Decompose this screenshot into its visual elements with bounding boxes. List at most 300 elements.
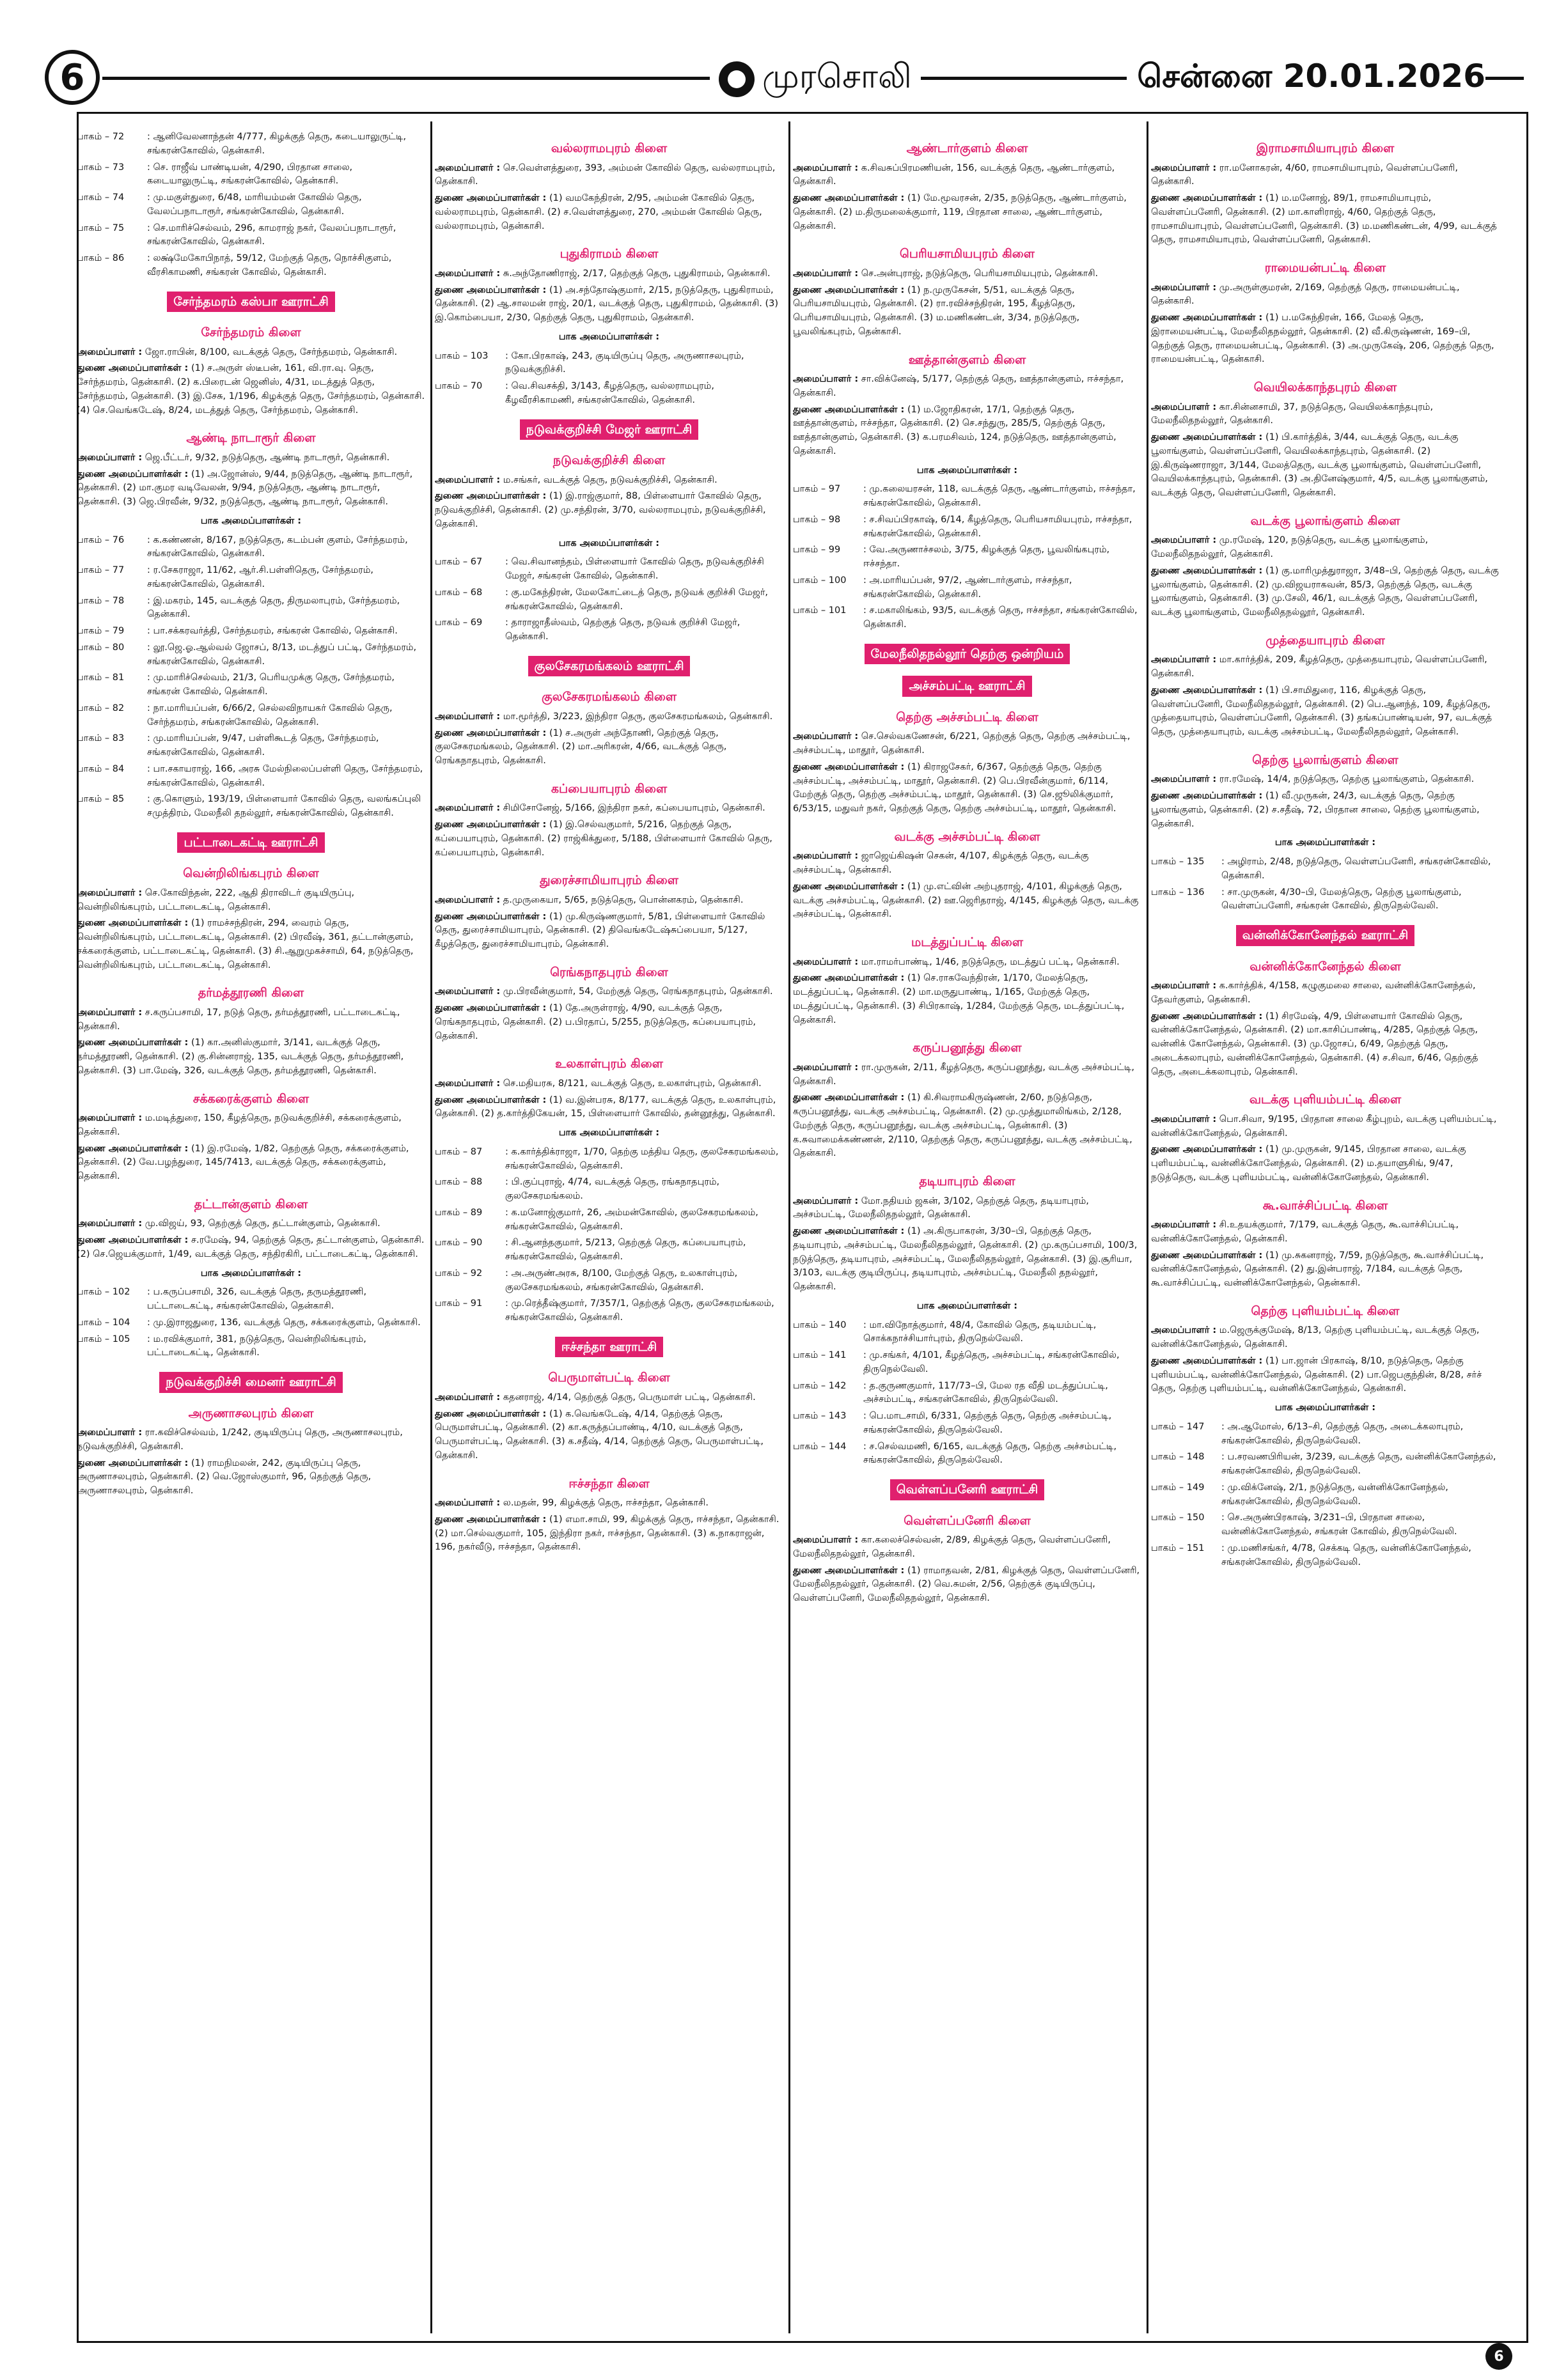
booth-number: பாகம் – 75 bbox=[77, 222, 125, 233]
role-label: அமைப்பாளர் : bbox=[1151, 1325, 1217, 1336]
branch-heading: மடத்துப்பட்டி கிளை bbox=[911, 935, 1024, 949]
role-label: அமைப்பாளர் : bbox=[77, 1427, 143, 1438]
booth-number: பாகம் – 88 bbox=[435, 1177, 483, 1188]
booth-number: பாகம் – 140 bbox=[793, 1319, 847, 1330]
entry-text: (1) மே.மூவரசன், 2/35, நடுத்தெரு, ஆண்டார்குளம், தென்காசி. (2) ம.திருமலைக்குமார், 119, பிரதான சாலை, ஆண்டார்குளம், தென்காசி. bbox=[793, 193, 1127, 231]
office-bearer-entry bbox=[793, 1091, 1141, 1161]
office-bearer-entry bbox=[1151, 564, 1500, 620]
branch-heading: தெற்கு அச்சம்பட்டி கிளை bbox=[896, 710, 1038, 724]
role-label: அமைப்பாளர் : bbox=[435, 1498, 501, 1508]
office-bearer-entry bbox=[435, 192, 783, 233]
branch-heading: தெற்கு பூலாங்குளம் கிளை bbox=[1252, 752, 1398, 767]
office-bearer-entry bbox=[793, 162, 1141, 190]
office-bearer-entry bbox=[77, 451, 425, 465]
booth-organiser: : அ.ஆமோஸ், 6/13–சி, தெற்குத் தெரு, அடைக்கலாபுரம், சங்கரன்கோவில், திருநெல்வேலி. bbox=[1221, 1421, 1464, 1446]
office-bearer-entry bbox=[1151, 1324, 1500, 1352]
role-label: அமைப்பாளர் : bbox=[77, 1218, 143, 1229]
branch-heading: குலசேகரமங்கலம் கிளை bbox=[542, 690, 677, 704]
booth-organiser: : வெ.சிவானந்தம், பிள்ளையார் கோவில் தெரு, நடுவக்குறிச்சி மேஜர், சங்கரன் கோவில், தென்காசி. bbox=[505, 557, 764, 581]
entry-text: செ.செல்வகணேசன், 6/221, தெற்குத் தெரு, தெற்கு அச்சம்பட்டி, அச்சம்பட்டி, மாதூர், தென்காசி. bbox=[793, 731, 1131, 756]
entry-text: ஜாஜெய்கிஷன் செகன், 4/107, கிழக்குத் தெரு, வடக்கு அச்சம்பட்டி, தென்காசி. bbox=[793, 851, 1089, 875]
office-bearer-entry bbox=[1151, 401, 1500, 429]
booth-number: பாகம் – 76 bbox=[77, 534, 125, 545]
office-bearer-entry bbox=[1151, 1010, 1500, 1080]
booth-organiser: : செ.அருண்பிரகாஷ், 3/231–பி, பிரதான சாலை, வன்னிக்கோனேந்தல், சங்கரன் கோவில், திருநெல்வேலி. bbox=[1221, 1513, 1457, 1537]
booth-entry bbox=[77, 1333, 425, 1361]
office-bearer-entry bbox=[77, 887, 425, 915]
office-bearer-entry bbox=[435, 818, 783, 860]
booth-organiser: : சி.ஆனந்தகுமார், 5/213, தெற்குத் தெரு, கப்பையாபுரம், சங்கரன்கோவில், தென்காசி. bbox=[505, 1238, 746, 1262]
entry-text: (1) பி.கார்த்திக், 3/44, வடக்குத் தெரு, வடக்கு பூலாங்குளம், வெள்ளப்பனேரி, வெயிலக்காந்தபுரம், தென்காசி. (2) இ.கிருஷ்ணராஜா, 3/144, மேலத்தெரு, வடக்கு பூலாங்குளம், வெள்ளப்பனேரி, வெயிலக்காந்தபுரம், தென்காசி. (3) அ.தினேஷ்குமார், 4/5, வடக்கு பூலாங்குளம், வடக்குத் தெரு, வெள்ளப்பனேரி, தென்காசி. bbox=[1151, 432, 1488, 498]
booth-entry bbox=[435, 1176, 783, 1204]
booth-entry bbox=[793, 513, 1141, 541]
branch-heading: புதுகிராமம் கிளை bbox=[560, 247, 659, 261]
branch-heading: வெள்ளப்பனேரி கிளை bbox=[904, 1513, 1031, 1528]
office-bearer-entry bbox=[77, 1426, 425, 1454]
entry-text: ச.கருப்பசாமி, 17, நடுத் தெரு, தர்மத்தூரணி, பட்டாடைகட்டி, தென்காசி. bbox=[77, 1007, 400, 1032]
booth-number: பாகம் – 101 bbox=[793, 605, 847, 616]
branch-heading: பெருமாள்பட்டி கிளை bbox=[548, 1371, 670, 1385]
booth-number: பாகம் – 141 bbox=[793, 1350, 847, 1360]
booth-entry bbox=[77, 793, 425, 821]
office-bearer-entry bbox=[793, 1061, 1141, 1089]
office-bearer-entry bbox=[1151, 162, 1500, 190]
booth-entry bbox=[793, 604, 1141, 632]
entry-text: (1) அ.ஜோன்ஸ், 9/44, நடுத்தெரு, ஆண்டி நாடாரூர், தென்காசி. (2) மா.குமர வடிவேலன், 9/94, நடுத்தெரு, ஆண்டி நாடாரூர், தென்காசி. (3) ஜெ.பிரவீன், 9/32, நடுத்தெரு, ஆண்டி நாடாரூர், தென்காசி. bbox=[77, 469, 413, 507]
booth-organiser: : அ.அருண்அரசு, 8/100, மேற்குத் தெரு, உலகாள்புரம், குலசேகரமங்கலம், சங்கரன்கோவில், தென்காசி. bbox=[505, 1268, 738, 1293]
entry-text: (1) ச.அருள் அந்தோணி, தெற்குத் தெரு, குலசேகரமங்கலம், தென்காசி. (2) மா.அரிகரன், 4/66, வடக்குத் தெரு, ரெங்கநாதபுரம், தென்காசி. bbox=[435, 727, 727, 766]
booth-number: பாகம் – 144 bbox=[793, 1441, 847, 1452]
booth-organiser: : இ.மகரம், 145, வடக்குத் தெரு, திருமலாபுரம், சேர்ந்தமரம், தென்காசி. bbox=[147, 595, 400, 620]
role-label: அமைப்பாளர் : bbox=[1151, 282, 1217, 293]
booth-organiser: : மு.கலையரசன், 118, வடக்குத் தெரு, ஆண்டார்குளம், ஈச்சந்தா, சங்கரன்கோவில், தென்காசி. bbox=[863, 484, 1136, 508]
entry-text: (1) ம.ஜோதிகரன், 17/1, தெற்குத் தெரு, ஊத்தான்குளம், ஈச்சந்தா, தென்காசி. (2) செ.சந்துரு, 285/5, தெற்குத் தெரு, ஊத்தான்குளம், தென்காசி. (3) க.பரமசிவம், 124, நடுத்தெரு, ஊத்தான்குளம், தென்காசி. bbox=[793, 404, 1116, 456]
role-label: துணை அமைப்பாளர்கள் : bbox=[1151, 1011, 1263, 1022]
entry-text: கா.சின்னசாமி, 37, நடுத்தெரு, வெயிலக்காந்தபுரம், மேலநீலிதநல்லூர், தென்காசி. bbox=[1151, 401, 1434, 426]
office-bearer-entry bbox=[435, 1094, 783, 1122]
entry-text: (1) ராமச்சந்திரன், 294, வைரம் தெரு, வென்றிலிங்கபுரம், பட்டாடைகட்டி, தென்காசி. (2) பிரவீஷ், 361, தட்டான்குளம், சக்கரைக்குளம், பட்டாடைகட்டி, தென்காசி. (3) சி.ஆறுமுகச்சாமி, 64, நடுத்தெரு, வென்றிலிங்கபுரம், பட்டாடைகட்டி, தென்காசி. bbox=[77, 918, 414, 970]
booth-organiser: : நா.மாரியப்பன், 6/66/2, செல்லவிநாயகர் கோவில் தெரு, சேர்ந்தமரம், சங்கரன்கோவில், தென்காசி. bbox=[147, 703, 393, 727]
office-bearer-entry bbox=[435, 910, 783, 952]
booth-number: பாகம் – 80 bbox=[77, 642, 125, 653]
entry-text: (1) பா.ஜான் பிரகாஷ், 8/10, நடுத்தெரு, தெற்கு புளியம்பட்டி, வன்னிக்கோனேந்தல், தென்காசி. (2) பா.ஜெபகுந்தின், 8/28, சர்ச் தெரு, தெற்கு புளியம்பட்டி, வன்னிக்கோனேந்தல், தென்காசி. bbox=[1151, 1355, 1482, 1394]
section-subheading: பாக அமைப்பாளர்கள் : bbox=[558, 1128, 660, 1138]
entry-text: (1) க.வெங்கடேஷ், 4/14, தெற்குத் தெரு, பெருமாள்பட்டி, தென்காசி. (2) கா.கருத்தப்பாண்டி, 4/10, வடக்குத் தெரு, பெருமாள்பட்டி, தென்காசி. (3) க.சதீஷ், 4/14, தெற்குத் தெரு, பெருமாள்பட்டி, தென்காசி. bbox=[435, 1408, 764, 1461]
entry-text: (1) மு.சுகனராஜ், 7/59, நடுத்தெரு, கூ.வாச்சிப்பட்டி, வன்னிக்கோனேந்தல், தென்காசி. (2) து.இன்பராஜ், 7/184, வடக்குத் தெரு, கூ.வாச்சிப்பட்டி, வன்னிக்கோனேந்தல், தென்காசி. bbox=[1151, 1250, 1484, 1288]
booth-organiser: : வெ.சிவசக்தி, 3/143, கீழத்தெரு, வல்லராமபுரம், கீழவீரசிகாமணி, சங்கரன்கோவில், தென்காசி. bbox=[505, 381, 714, 405]
column-2 bbox=[435, 128, 783, 2333]
booth-organiser: : மு.விக்னேஷ், 2/1, நடுத்தெரு, வன்னிக்கோனேந்தல், சங்கரன்கோவில், திருநெல்வேலி. bbox=[1221, 1482, 1448, 1507]
booth-number: பாகம் – 86 bbox=[77, 253, 125, 263]
booth-entry bbox=[435, 1206, 783, 1234]
booth-organiser: : ம.ரவிக்குமார், 381, நடுத்தெரு, வென்றிலிங்கபுரம், பட்டாடைகட்டி, தென்காசி. bbox=[147, 1334, 366, 1358]
role-label: அமைப்பாளர் : bbox=[793, 1195, 859, 1206]
booth-number: பாகம் – 98 bbox=[793, 514, 841, 525]
branch-heading: பெரியசாமியபுரம் கிளை bbox=[900, 247, 1035, 261]
booth-entry bbox=[435, 1267, 783, 1295]
booth-organiser: : மு.மாரிச்செல்வம், 21/3, பெரியமுக்கு தெரு, சேர்ந்தமரம், சங்கரன் கோவில், தென்காசி. bbox=[147, 673, 395, 697]
branch-heading: வடக்கு அச்சம்பட்டி கிளை bbox=[894, 829, 1040, 844]
booth-number: பாகம் – 90 bbox=[435, 1238, 483, 1248]
office-bearer-entry bbox=[435, 1408, 783, 1463]
role-label: துணை அமைப்பாளர்கள் : bbox=[1151, 565, 1263, 576]
booth-number: பாகம் – 78 bbox=[77, 595, 125, 606]
role-label: துணை அமைப்பாளர்கள் : bbox=[1151, 1144, 1263, 1155]
booth-organiser: : கு.கொளும், 193/19, பிள்ளையார் கோவில் தெரு, வலங்கப்புலி சமுத்திரம், மேலநீலி தநல்லூர், சங்கரன்கோவில், தென்காசி. bbox=[147, 794, 421, 818]
entry-text: பொ.சிவா, 9/195, பிரதான சாலை கீழ்புறம், வடக்கு புளியம்பட்டி, வன்னிக்கோனேந்தல், தென்காசி. bbox=[1151, 1114, 1497, 1139]
panchayat-band: குலசேகரமங்கலம் ஊராட்சி bbox=[528, 656, 691, 677]
entry-text: செ.மதியரசு, 8/121, வடக்குத் தெரு, உலகாள்புரம், தென்காசி. bbox=[503, 1078, 762, 1089]
entry-text: (1) வமகேந்திரன், 2/95, அம்மன் கோவில் தெரு, வல்லராமபுரம், தென்காசி. (2) ச.வெள்ளத்துரை, 270, அம்மன் கோவில் தெரு, வல்லராமபுரம், தென்காசி. bbox=[435, 193, 762, 231]
office-bearer-entry bbox=[435, 802, 783, 816]
role-label: துணை அமைப்பாளர்கள் : bbox=[435, 820, 547, 830]
booth-entry bbox=[77, 671, 425, 699]
entry-text: (1) ம.மனோஜ், 89/1, ராமசாமியாபுரம், வெள்ளப்பனேரி, தென்காசி. (2) மா.காளிராஜ், 4/60, தெற்குத் தெரு, ராமசாமியாபுரம், வெள்ளப்பனேரி, தென்காசி. (3) ம.மணிகண்டன், 4/99, வடக்குத் தெரு, ராமசாமியாபுரம், வெள்ளப்பனேரி, தென்காசி. bbox=[1151, 193, 1497, 245]
entry-text: (1) மு.எட்வின் அற்புதராஜ், 4/101, கிழக்குத் தெரு, வடக்கு அச்சம்பட்டி, தென்காசி. (2) ஊ.ஜெரிதராஜ், 4/145, கிழக்குத் தெரு, வடக்கு அச்சம்பட்டி, தென்காசி. bbox=[793, 881, 1139, 920]
section-subheading: பாக அமைப்பாளர்கள் : bbox=[200, 515, 302, 526]
entry-text: (1) செ.ராகவேந்திரன், 1/170, மேலத்தெரு, மடத்துப்பட்டி, தென்காசி. (2) மா.மருதுபாண்டி, 1/165, மேற்குத் தெரு, மடத்துப்பட்டி, தென்காசி. (3) சிபிரகாஷ், 1/284, மேற்குத் தெரு, மடத்துப்பட்டி, தென்காசி. bbox=[793, 973, 1125, 1025]
panchayat-band: பட்டாடைகட்டி ஊராட்சி bbox=[177, 832, 324, 853]
booth-number: பாகம் – 142 bbox=[793, 1380, 847, 1391]
entry-text: (1) இ.ராஜ்குமார், 88, பிள்ளையார் கோவில் தெரு, நடுவக்குறிச்சி, தென்காசி. (2) மு.சந்திரன், 3/70, வல்லராமபுரம், நடுவக்குறிச்சி, தென்காசி. bbox=[435, 491, 766, 529]
booth-organiser: : வே.அருணாச்சலம், 3/75, கிழக்குத் தெரு, பூவலிங்கபுரம், ஈச்சந்தா. bbox=[863, 545, 1110, 569]
entry-text: மோ.நதியம் ஜகன், 3/102, தெற்குத் தெரு, தடியாபுரம், அச்சம்பட்டி, மேலநீலிதநல்லூர், தென்காசி. bbox=[793, 1195, 1089, 1220]
booth-number: பாகம் – 69 bbox=[435, 618, 483, 628]
panchayat-band: ஈச்சந்தா ஊராட்சி bbox=[555, 1337, 663, 1358]
entry-text: (1) எமா.சாமி, 99, கிழக்குத் தெரு, ஈச்சந்தா, தென்காசி. (2) மா.செல்வகுமார், 105, இந்திரா நகர், ஈச்சந்தா, தென்காசி. (3) க.நாகராஜன், 196, நகர்வீடு, ஈச்சந்தா, தென்காசி. bbox=[435, 1514, 779, 1553]
role-label: அமைப்பாளர் : bbox=[793, 162, 859, 173]
booth-organiser: : ப.கருப்பசாமி, 326, வடக்குத் தெரு, தருமத்தூரணி, பட்டாடைகட்டி, சங்கரன்கோவில், தென்காசி. bbox=[147, 1287, 367, 1311]
section-subheading: பாக அமைப்பாளர்கள் : bbox=[916, 1300, 1018, 1311]
entry-text: சிமிசோனேஜ், 5/166, இந்திரா நகர், கப்பையாபுரம், தென்காசி. bbox=[503, 803, 765, 814]
booth-organiser: : அ.மாரியப்பன், 97/2, ஆண்டார்குளம், ஈச்சந்தா, சங்கரன்கோவில், தென்காசி. bbox=[863, 575, 1072, 600]
section-subheading: பாக அமைப்பாளர்கள் : bbox=[200, 1268, 302, 1279]
role-label: அமைப்பாளர் : bbox=[793, 851, 859, 862]
booth-organiser: : மு.மகுள்துரை, 6/48, மாரியம்மன் கோவில் தெரு, வேலப்பநாடாரூர், சங்கரன்கோவில், தென்காசி. bbox=[147, 192, 362, 217]
booth-number: பாகம் – 151 bbox=[1151, 1543, 1205, 1553]
booth-organiser: : மு.சங்கர், 4/101, கீழத்தெரு, அச்சம்பட்டி, சங்கரன்கோவில், திருநெல்வேலி. bbox=[863, 1350, 1120, 1374]
booth-number: பாகம் – 99 bbox=[793, 545, 841, 556]
office-bearer-entry bbox=[1151, 192, 1500, 247]
office-bearer-entry bbox=[1151, 1113, 1500, 1141]
branch-heading: ஊத்தான்குளம் கிளை bbox=[908, 352, 1026, 367]
entry-text: சி.உதயக்குமார், 7/179, வடக்குத் தெரு, கூ.வாச்சிப்பட்டி, வன்னிக்கோனேந்தல், தென்காசி. bbox=[1151, 1220, 1459, 1244]
page-number-badge: 6 bbox=[45, 50, 100, 105]
booth-number: பாகம் – 100 bbox=[793, 575, 847, 586]
role-label: அமைப்பாளர் : bbox=[435, 986, 501, 997]
booth-organiser: : மா.விநோத்குமார், 48/4, கோவில் தெரு, தடியம்பட்டி, சொக்கநாச்சியார்புரம், திருநெல்வேலி. bbox=[863, 1319, 1097, 1344]
booth-organiser: : லூ.ஜெ.ஓ.ஆல்வல் ஜோசப், 8/13, மடத்துப் பட்டி, சேர்ந்தமரம், சங்கரன்கோவில், தென்காசி. bbox=[147, 642, 417, 667]
office-bearer-entry bbox=[77, 917, 425, 972]
role-label: துணை அமைப்பாளர்கள் : bbox=[1151, 1355, 1263, 1366]
booth-number: பாகம் – 74 bbox=[77, 192, 125, 203]
role-label: அமைப்பாளர் : bbox=[793, 1535, 859, 1545]
role-label: அமைப்பாளர் : bbox=[1151, 1220, 1217, 1230]
entry-text: ம.மடித்துரை, 150, கீழத்தெரு, நடுவக்குறிச்சி, சக்கரைக்குளம், தென்காசி. bbox=[77, 1113, 402, 1137]
office-bearer-entry bbox=[793, 403, 1141, 459]
office-bearer-entry bbox=[435, 1497, 783, 1511]
booth-number: பாகம் – 68 bbox=[435, 587, 483, 598]
booth-entry bbox=[435, 350, 783, 378]
office-bearer-entry bbox=[435, 1002, 783, 1043]
entry-text: (1) ராமநிமலன், 242, குடியிருப்பு தெரு, அருணாசலபுரம், தென்காசி. (2) வெ.ஜோஸ்குமார், 96, தெற்குத் தெரு, அருணாசலபுரம், தென்காசி. bbox=[77, 1458, 372, 1496]
branch-heading: தர்மத்தூரணி கிளை bbox=[198, 986, 304, 1000]
branch-heading: கருப்பனூத்து கிளை bbox=[912, 1041, 1022, 1055]
booth-number: பாகம் – 79 bbox=[77, 626, 125, 636]
column-divider bbox=[788, 121, 790, 2333]
branch-heading: கூ.வாச்சிப்பட்டி கிளை bbox=[1262, 1198, 1388, 1213]
office-bearer-entry bbox=[435, 710, 783, 724]
role-label: துணை அமைப்பாளர்கள் : bbox=[793, 881, 905, 892]
booth-number: பாகம் – 72 bbox=[77, 132, 125, 142]
office-bearer-entry bbox=[793, 284, 1141, 339]
office-bearer-entry bbox=[793, 880, 1141, 922]
booth-organiser: : மு.மணிசங்கர், 4/78, செக்கடி தெரு, வன்னிக்கோனேந்தல், சங்கரன்கோவில், திருநெல்வேலி. bbox=[1221, 1543, 1471, 1567]
panchayat-band: மேலநீலிதநல்லூர் தெற்கு ஒன்றியம் bbox=[865, 644, 1070, 665]
section-subheading: பாக அமைப்பாளர்கள் : bbox=[916, 465, 1018, 476]
office-bearer-entry bbox=[435, 474, 783, 488]
section-subheading: பாக அமைப்பாளர்கள் : bbox=[1274, 837, 1376, 848]
branch-heading: வடக்கு பூலாங்குளம் கிளை bbox=[1250, 513, 1400, 528]
office-bearer-entry bbox=[793, 373, 1141, 401]
role-label: துணை அமைப்பாளர்கள் : bbox=[435, 491, 547, 502]
role-label: அமைப்பாளர் : bbox=[793, 1062, 859, 1073]
entry-text: ஜோ.ராபின், 8/100, வடக்குத் தெரு, சேர்ந்தமரம், தென்காசி. bbox=[145, 346, 398, 357]
role-label: துணை அமைப்பாளர்கள் : bbox=[1151, 685, 1263, 696]
booth-number: பாகம் – 81 bbox=[77, 673, 125, 683]
branch-heading: கப்பையாபுரம் கிளை bbox=[551, 781, 668, 796]
role-label: துணை அமைப்பாளர்கள் : bbox=[435, 1003, 547, 1013]
entry-text: ரா.மனோகரன், 4/60, ராமசாமியாபுரம், வெள்ளப்பனேரி, தென்காசி. bbox=[1151, 162, 1458, 187]
role-label: அமைப்பாளர் : bbox=[435, 474, 501, 485]
booth-entry bbox=[1151, 855, 1500, 883]
entry-text: த.முருகையா, 5/65, நடுத்தெரு, பொன்னகரம், தென்காசி. bbox=[503, 894, 744, 905]
booth-entry bbox=[1151, 1542, 1500, 1570]
office-bearer-entry bbox=[77, 1006, 425, 1034]
office-bearer-entry bbox=[435, 1391, 783, 1405]
booth-entry bbox=[77, 702, 425, 730]
booth-number: பாகம் – 92 bbox=[435, 1268, 483, 1279]
booth-organiser: : செ.மாரிச்செல்வம், 296, காமராஜ் நகர், வேலப்பநாடாரூர், சங்கரன்கோவில், தென்காசி. bbox=[147, 222, 396, 247]
office-bearer-entry bbox=[793, 1534, 1141, 1562]
booth-entry bbox=[435, 1236, 783, 1264]
entry-text: (1) ராமாதவன், 2/81, கிழக்குத் தெரு, வெள்ளப்பனேரி, மேலநீலிதநல்லூர், தென்காசி. (2) வெ.சுமன், 2/56, தெற்குக் குடியிருப்பு, வெள்ளப்பனேரி, மேலநீலிதநல்லூர், தென்காசி. bbox=[793, 1565, 1140, 1603]
office-bearer-entry bbox=[1151, 773, 1500, 787]
booth-organiser: : செ. ராஜீவ் பாண்டியன், 4/290, பிரதான சாலை, கடையாலுருட்டி, சங்கரன்கோவில், தென்காசி. bbox=[147, 162, 353, 187]
role-label: அமைப்பாளர் : bbox=[793, 268, 859, 279]
office-bearer-entry bbox=[1151, 979, 1500, 1007]
entry-text: க.சிவசுப்பிரமணியன், 156, வடக்குத் தெரு, ஆண்டார்குளம், தென்காசி. bbox=[793, 162, 1115, 187]
branch-heading: துரைச்சாமியாபுரம் கிளை bbox=[540, 873, 678, 888]
booth-entry bbox=[77, 1316, 425, 1330]
office-bearer-entry bbox=[793, 192, 1141, 233]
booth-number: பாகம் – 91 bbox=[435, 1298, 483, 1309]
booth-entry bbox=[793, 1349, 1141, 1377]
office-bearer-entry bbox=[1151, 1143, 1500, 1185]
entry-text: (1) இ.ரமேஷ், 1/82, தெற்குத் தெரு, சக்கரைக்குளம், தென்காசி. (2) வே.பழந்துரை, 145/7413, வடக்குத் தெரு, சக்கரைக்குளம், தென்காசி. bbox=[77, 1143, 409, 1181]
footer-page-number: 6 bbox=[1485, 2343, 1512, 2370]
entry-text: (1) சிரமேஷ், 4/9, பிள்ளையார் கோவில் தெரு, வன்னிக்கோனேந்தல், தென்காசி. (2) மா.காசிப்பாண்டி, 4/285, தெற்குத் தெரு, வன்னிக் கோனேந்தல், தென்காசி. (3) மு.ஜோசப், 6/49, தெற்குத் தெரு, அடைக்கலாபுரம், வன்னிக்கோனேந்தல், தென்காசி. (4) ச.சிவா, 6/46, தெற்குத் தெரு, அடைக்கலாபுரம், தென்காசி. bbox=[1151, 1011, 1478, 1077]
entry-text: (1) கி.சிவராமகிருஷ்ணன், 2/60, நடுத்தெரு, கருப்பனூத்து, வடக்கு அச்சம்பட்டி, தென்காசி. (2) மு.முத்துமாலிங்கம், 2/128, மேற்குத் தெரு, கருப்பனூத்து, வடக்கு அச்சம்பட்டி, தென்காசி. (3) க.சுவாமைக்கண்ணன், 2/110, தெற்குத் தெரு, கருப்பனூத்து, வடக்கு அச்சம்பட்டி, தென்காசி. bbox=[793, 1093, 1132, 1159]
office-bearer-entry bbox=[77, 1142, 425, 1184]
panchayat-band: அச்சம்பட்டி ஊராட்சி bbox=[902, 676, 1031, 697]
booth-entry bbox=[77, 222, 425, 250]
entry-text: ம.சங்கர், வடக்குத் தெரு, நடுவக்குறிச்சி, தென்காசி. bbox=[503, 474, 717, 485]
booth-number: பாகம் – 102 bbox=[77, 1287, 130, 1298]
office-bearer-entry bbox=[435, 727, 783, 768]
entry-text: (1) அ.கிருபாகரன், 3/30–பி, தெற்குத் தெரு, தடியாபுரம், அச்சம்பட்டி, மேலநீலிதநல்லூர், தென்காசி. (2) மு.கருப்பசாமி, 100/3, நடுத்தெரு, தடியாபுரம், அச்சம்பட்டி, மேலநீலிதநல்லூர், தென்காசி. (3) இ.சூரியா, 3/103, வடக்கு குடியிருப்பு, தடியாபுரம், அச்சம்பட்டி, மேலநீலி தநல்லூர், தென்காசி. bbox=[793, 1226, 1138, 1292]
date-label: 20.01.2026 bbox=[1283, 58, 1485, 95]
booth-number: பாகம் – 103 bbox=[435, 350, 489, 361]
booth-number: பாகம் – 104 bbox=[77, 1317, 130, 1328]
office-bearer-entry bbox=[1151, 653, 1500, 681]
branch-heading: வெயிலக்காந்தபுரம் கிளை bbox=[1253, 380, 1397, 394]
panchayat-band: வன்னிக்கோனேந்தல் ஊராட்சி bbox=[1236, 925, 1415, 946]
column-divider bbox=[1147, 121, 1148, 2333]
role-label: துணை அமைப்பாளர்கள் : bbox=[77, 1235, 189, 1245]
office-bearer-entry bbox=[77, 468, 425, 509]
role-label: துணை அமைப்பாளர்கள் : bbox=[435, 1514, 547, 1525]
role-label: அமைப்பாளர் : bbox=[1151, 535, 1217, 546]
entry-text: (1) பி.சாமிதுரை, 116, கிழக்குத் தெரு, வெள்ளப்பனேரி, மேலநீலிதநல்லூர், தென்காசி. (2) பெ.ஆனந்த், 109, கீழத்தெரு, முத்தையாபுரம், வெள்ளப்பனேரி, தென்காசி. (3) தங்கப்பாண்டியன், 97, வடக்குத் தெரு, முத்தையாபுரம், வடக்கு அச்சம்பட்டி, மேலநீலிதநல்லூர், தென்காசி. bbox=[1151, 685, 1492, 737]
booth-organiser: : சா.முருகன், 4/30–பி, மேலத்தெரு, தெற்கு பூலாங்குளம், வெள்ளப்பனேரி, சங்கரன் கோவில், திருநெல்வேலி. bbox=[1221, 887, 1462, 912]
booth-organiser: : மு.இராஜதுரை, 136, வடக்குத் தெரு, சக்கரைக்குளம், தென்காசி. bbox=[147, 1317, 421, 1328]
booth-organiser: : ப.சரவணபிரியன், 3/239, வடக்குத் தெரு, வன்னிக்கோனேந்தல், சங்கரன்கோவில், திருநெல்வேலி. bbox=[1221, 1452, 1496, 1476]
entry-text: மா.மூர்த்தி, 3/223, இந்திரா தெரு, குலசேகரமங்கலம், தென்காசி. bbox=[503, 711, 773, 722]
booth-organiser: : மு.மாரியப்பன், 9/47, பள்ளிகூடத் தெரு, சேர்ந்தமரம், சங்கரன்கோவில், தென்காசி. bbox=[147, 733, 379, 758]
entry-text: (1) கு.மாரிமுத்துராஜா, 3/48–பி, தெற்குத் தெரு, வடக்கு பூலாங்குளம், தென்காசி. (2) மு.விஜயராகவன், 85/3, தெற்குத் தெரு, வடக்கு பூலாங்குளம், தென்காசி. (3) மு.சேலி, 46/1, வடக்குத் தெரு, வெள்ளப்பனேரி, வடக்கு பூலாங்குளம், மேலநீலிதநல்லூர், தென்காசி. bbox=[1151, 565, 1499, 618]
role-label: அமைப்பாளர் : bbox=[435, 268, 501, 279]
role-label: துணை அமைப்பாளர்கள் : bbox=[77, 1143, 189, 1154]
entry-text: செ.கோவிந்தன், 222, ஆதி திராவிடர் குடியிருப்பு, வென்றிலிங்கபுரம், பட்டாடைகட்டி, தென்காசி. bbox=[77, 887, 355, 912]
office-bearer-entry bbox=[793, 1225, 1141, 1295]
booth-organiser: : அழிராம், 2/48, நடுத்தெரு, வெள்ளப்பனேரி, சங்கரன்கோவில், தென்காசி. bbox=[1221, 857, 1491, 881]
booth-entry bbox=[77, 161, 425, 189]
booth-entry bbox=[77, 130, 425, 159]
office-bearer-entry bbox=[77, 1217, 425, 1231]
role-label: அமைப்பாளர் : bbox=[435, 711, 501, 722]
booth-number: பாகம் – 84 bbox=[77, 763, 125, 774]
role-label: துணை அமைப்பாளர்கள் : bbox=[435, 284, 547, 295]
entry-text: (1) அ.சந்தோஷ்குமார், 2/15, நடுத்தெரு, புதுகிராமம், தென்காசி. (2) ஆ.சாலமன் ராஜ், 20/1, வடக்குத் தெரு, புதுகிராமம், தென்காசி. (3) இ.கொம்பையா, 2/30, தெற்குத் தெரு, புதுகிராமம், தென்காசி. bbox=[435, 284, 779, 323]
entry-text: மா.ராமர்பாண்டி, 1/46, நடுத்தெரு, மடத்துப் பட்டி, தென்காசி. bbox=[861, 956, 1120, 967]
branch-heading: நடுவக்குறிச்சி கிளை bbox=[552, 453, 666, 467]
branch-heading: தெற்கு புளியம்பட்டி கிளை bbox=[1251, 1303, 1400, 1318]
booth-entry bbox=[1151, 886, 1500, 914]
booth-entry bbox=[793, 1380, 1141, 1408]
office-bearer-entry bbox=[1151, 534, 1500, 562]
office-bearer-entry bbox=[77, 346, 425, 360]
entry-text: ச.ரமேஷ், 94, தெற்குத் தெரு, தட்டான்குளம், தென்காசி. (2) செ.ஜெயக்குமார், 1/49, வடக்குத் தெரு, சந்திரகிரி, பட்டாடைகட்டி, தென்காசி. bbox=[77, 1235, 425, 1259]
booth-entry bbox=[435, 556, 783, 584]
office-bearer-entry bbox=[77, 1234, 425, 1262]
office-bearer-entry bbox=[435, 1513, 783, 1555]
role-label: துணை அமைப்பாளர்கள் : bbox=[77, 918, 189, 929]
role-label: அமைப்பாளர் : bbox=[1151, 774, 1217, 785]
role-label: அமைப்பாளர் : bbox=[435, 1392, 501, 1403]
booth-organiser: : லக்ஷ்மேகோபிநாத், 59/12, மேற்குத் தெரு, நொச்சிகுளம், வீரசிகாமணி, சங்கரன் கோவில், தென்காசி. bbox=[147, 253, 392, 277]
role-label: அமைப்பாளர் : bbox=[77, 452, 143, 463]
role-label: துணை அமைப்பாளர்கள் : bbox=[793, 284, 905, 295]
booth-entry bbox=[77, 641, 425, 669]
booth-entry bbox=[77, 564, 425, 592]
office-bearer-entry bbox=[435, 162, 783, 190]
booth-entry bbox=[77, 191, 425, 219]
booth-entry bbox=[793, 574, 1141, 602]
booth-organiser: : ர.சேகராஜா, 11/62, ஆர்.சி.பள்ளிதெரு, சேர்ந்தமரம், சங்கரன்கோவில், தென்காசி. bbox=[147, 565, 374, 589]
column-4 bbox=[1151, 128, 1500, 2333]
booth-number: பாகம் – 97 bbox=[793, 484, 841, 495]
entry-text: கா.கலைச்செல்வன், 2/89, கிழக்குத் தெரு, வெள்ளப்பனேரி, மேலநீலிதநல்லூர், தென்காசி. bbox=[793, 1535, 1111, 1559]
booth-entry bbox=[793, 1319, 1141, 1347]
branch-heading: ஆண்டார்குளம் கிளை bbox=[906, 141, 1028, 155]
entry-text: மு.ரமேஷ், 120, நடுத்தெரு, வடக்கு பூலாங்குளம், மேலநீலிதநல்லூர், தென்காசி. bbox=[1151, 535, 1429, 559]
booth-number: பாகம் – 77 bbox=[77, 565, 125, 575]
booth-organiser: : கோ.பிரகாஷ், 243, குடியிருப்பு தெரு, அருணாசலபுரம், நடுவக்குறிச்சி. bbox=[505, 350, 744, 375]
role-label: துணை அமைப்பாளர்கள் : bbox=[77, 363, 189, 374]
branch-heading: ராமையன்பட்டி கிளை bbox=[1264, 261, 1386, 275]
role-label: துணை அமைப்பாளர்கள் : bbox=[793, 973, 905, 984]
booth-number: பாகம் – 87 bbox=[435, 1146, 483, 1157]
entry-text: (1) ந.முருகேசன், 5/51, வடக்குத் தெரு, பெரியசாமியபுரம், தென்காசி. (2) ரா.ரவிச்சந்திரன், 195, கீழத்தெரு, பெரியசாமியபுரம், தென்காசி. (3) ம.மணிகண்டன், 3/34, நடுத்தெரு, பூவலிங்கபுரம், தென்காசி. bbox=[793, 284, 1080, 337]
panchayat-band: சேர்ந்தமரம் கஸ்பா ஊராட்சி bbox=[167, 292, 334, 313]
booth-entry bbox=[435, 1297, 783, 1325]
column-1 bbox=[77, 128, 425, 2333]
role-label: துணை அமைப்பாளர்கள் : bbox=[793, 1226, 905, 1236]
booth-organiser: : க.மனோஜ்குமார், 26, அம்மன்கோவில், குலசேகரமங்கலம், சங்கரன்கோவில், தென்காசி. bbox=[505, 1207, 758, 1232]
booth-organiser: : பெ.மாடசாமி, 6/331, தெற்குத் தெரு, தெற்கு அச்சம்பட்டி, சங்கரன்கோவில், திருநெல்வேலி. bbox=[863, 1411, 1112, 1435]
role-label: துணை அமைப்பாளர்கள் : bbox=[793, 761, 905, 772]
office-bearer-entry bbox=[793, 761, 1141, 816]
booth-entry bbox=[77, 1286, 425, 1314]
booth-number: பாகம் – 143 bbox=[793, 1411, 847, 1421]
entry-text: (1) தே.அருள்ராஜ், 4/90, வடக்குத் தெரு, ரெங்கநாதபுரம், தென்காசி. (2) ப.பிரதாப், 5/255, நடுத்தெரு, கப்பையாபுரம், தென்காசி. bbox=[435, 1003, 756, 1041]
entry-text: மா.கார்த்திக், 209, கீழத்தெரு, முத்தையாபுரம், வெள்ளப்பனேரி, தென்காசி. bbox=[1151, 655, 1487, 679]
office-bearer-entry bbox=[1151, 684, 1500, 740]
booth-entry bbox=[435, 1146, 783, 1174]
office-bearer-entry bbox=[1151, 1249, 1500, 1291]
booth-organiser: : க.கார்த்திக்ராஜா, 1/70, தெற்கு மத்திய தெரு, குலசேகரமங்கலம், சங்கரன்கோவில், தென்காசி. bbox=[505, 1146, 779, 1171]
booth-organiser: : தாராஜாதீஸ்வம், தெற்குத் தெரு, நடுவக் குறிச்சி மேஜர், தென்காசி. bbox=[505, 618, 740, 642]
entry-text: மு.அருள்குமரன், 2/169, தெற்குத் தெரு, ராமையன்பட்டி, தென்காசி. bbox=[1151, 282, 1460, 307]
entry-text: (1) கா.அனிஸ்குமார், 3/141, வடக்குத் தெரு, தர்மத்தூரணி, தென்காசி. (2) கு.சின்னராஜ், 135, வடக்குத் தெரு, தர்மத்தூரணி, தென்காசி. (3) பா.மேஷ், 326, வடக்குத் தெரு, தர்மத்தூரணி, தென்காசி. bbox=[77, 1038, 404, 1076]
booth-entry bbox=[77, 625, 425, 639]
role-label: அமைப்பாளர் : bbox=[435, 162, 501, 173]
booth-number: பாகம் – 83 bbox=[77, 733, 125, 744]
booth-entry bbox=[1151, 1420, 1500, 1449]
role-label: துணை அமைப்பாளர்கள் : bbox=[1151, 791, 1263, 801]
branch-heading: வென்றிலிங்கபுரம் கிளை bbox=[183, 866, 319, 881]
role-label: துணை அமைப்பாளர்கள் : bbox=[77, 1038, 189, 1048]
booth-entry bbox=[77, 763, 425, 791]
entry-text: மு.பிரவீன்குமார், 54, மேற்குத் தெரு, ரெங்கநாதபுரம், தென்காசி. bbox=[503, 986, 773, 997]
booth-organiser: : பி.குப்புராஜ், 4/74, வடக்குத் தெரு, ரங்கநாதபுரம், குலசேகரமங்கலம். bbox=[505, 1177, 720, 1201]
booth-number: பாகம் – 147 bbox=[1151, 1421, 1205, 1432]
entry-text: (1) ப.மகேந்திரன், 166, மேலத் தெரு, இராமையன்பட்டி, மேலநீலிதநல்லூர், தென்காசி. (2) வீ.கிருஷ்ணன், 169–பி, தெற்குத் தெரு, ராமையன்பட்டி, தென்காசி. (3) அ.முருகேஷ், 206, தெற்குத் தெரு, ராமையன்பட்டி, தென்காசி. bbox=[1151, 313, 1494, 365]
booth-number: பாகம் – 105 bbox=[77, 1334, 130, 1344]
entry-text: க.கார்த்திக், 4/158, கழுகுமலை சாலை, வன்னிக்கோனேந்தல், தேவர்குளம், தென்காசி. bbox=[1151, 981, 1476, 1005]
booth-organiser: : ச.சிவப்பிரகாஷ், 6/14, கீழத்தெரு, பெரியசாமியபுரம், ஈச்சந்தா, சங்கரன்கோவில், தென்காசி. bbox=[863, 514, 1132, 539]
booth-entry bbox=[793, 1410, 1141, 1438]
booth-entry bbox=[1151, 1481, 1500, 1509]
role-label: துணை அமைப்பாளர்கள் : bbox=[793, 404, 905, 415]
newspaper-name: முரசொலி bbox=[762, 58, 912, 96]
branch-heading: தடியாபுரம் கிளை bbox=[919, 1174, 1015, 1188]
role-label: அமைப்பாளர் : bbox=[77, 1113, 143, 1123]
dateline bbox=[1127, 58, 1485, 99]
office-bearer-entry bbox=[1151, 1355, 1500, 1396]
section-subheading: பாக அமைப்பாளர்கள் : bbox=[558, 538, 660, 548]
